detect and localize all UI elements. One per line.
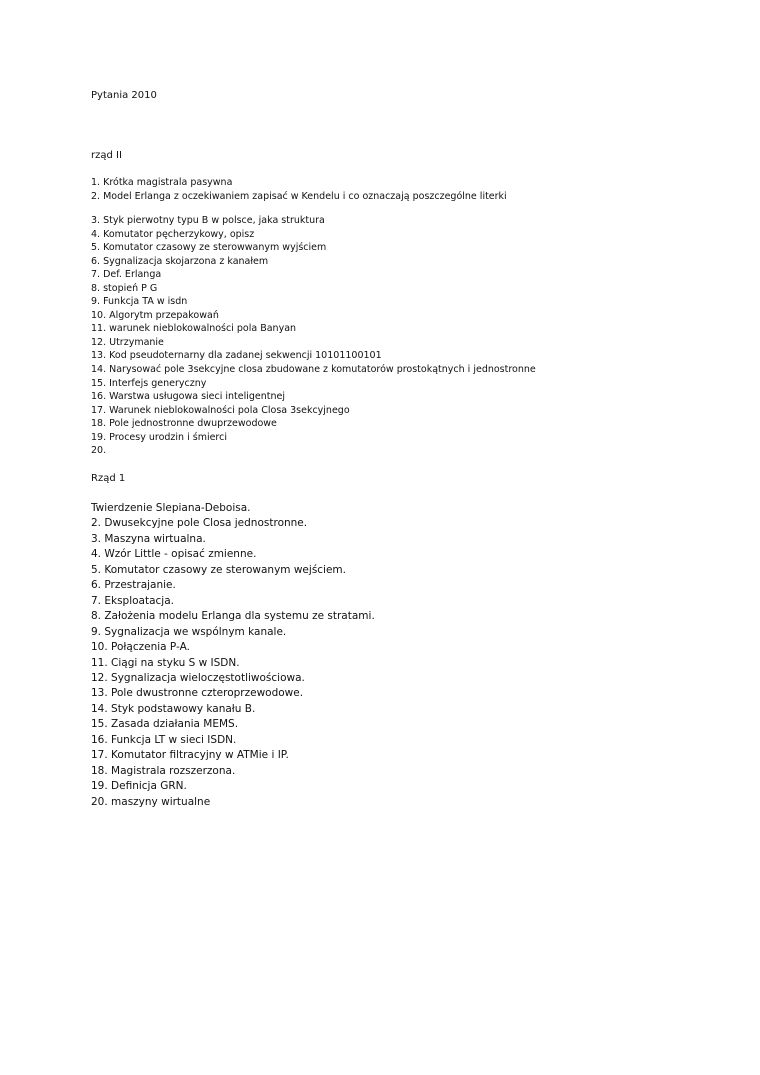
question-item: 15. Zasada działania MEMS. [91, 718, 239, 731]
question-item: 19. Procesy urodzin i śmierci [91, 431, 227, 443]
question-item: 16. Warstwa usługowa sieci inteligentnej [91, 391, 286, 403]
question-item: 9. Funkcja TA w isdn [91, 296, 188, 308]
question-item: 1. Krótka magistrala pasywna [91, 177, 233, 188]
question-item: 12. Utrzymanie [91, 336, 164, 348]
question-item: 9. Sygnalizacja we wspólnym kanale. [91, 625, 287, 638]
question-item: 13. Pole dwustronne czteroprzewodowe. [91, 687, 304, 700]
question-item: 19. Definicja GRN. [91, 780, 187, 793]
question-item: 7. Def. Erlanga [91, 269, 162, 281]
question-item: Twierdzenie Slepiana-Deboisa. [91, 502, 251, 514]
question-item: 10. Połączenia P-A. [91, 641, 190, 654]
question-item: 12. Sygnalizacja wieloczęstotliwościowa. [91, 671, 305, 684]
question-item: 17. Warunek nieblokowalności pola Closa 3sekcyjnego [91, 404, 350, 416]
question-item: 15. Interfejs generyczny [91, 377, 207, 389]
question-item: 6. Przestrajanie. [91, 579, 176, 592]
question-item: 3. Maszyna wirtualna. [91, 532, 206, 545]
question-item: 5. Komutator czasowy ze sterowwanym wyjściem [91, 242, 327, 254]
question-item: 13. Kod pseudoternarny dla zadanej sekwencji 10101100101 [91, 350, 382, 362]
question-item: 14. Narysować pole 3sekcyjne closa zbudowane z komutatorów prostokątnych i jednostronne [91, 364, 536, 376]
question-item: 7. Eksploatacja. [91, 594, 174, 607]
section-heading-rzad-ii: rząd II [91, 150, 122, 161]
question-item: 6. Sygnalizacja skojarzona z kanałem [91, 255, 269, 267]
question-list-rzad-ii-part-b [91, 214, 536, 458]
question-item: 10. Algorytm przepakowań [91, 309, 219, 321]
question-item: 2. Dwusekcyjne pole Closa jednostronne. [91, 517, 308, 530]
question-item: 4. Wzór Little - opisać zmienne. [91, 548, 257, 561]
question-item: 20. maszyny wirtualne [91, 795, 211, 808]
question-item: 16. Funkcja LT w sieci ISDN. [91, 733, 237, 746]
question-item: 18. Pole jednostronne dwuprzewodowe [91, 418, 277, 430]
section-heading-rzad-1: Rząd 1 [91, 473, 126, 484]
question-item: 11. Ciągi na styku S w ISDN. [91, 656, 240, 669]
question-item: 18. Magistrala rozszerzona. [91, 764, 236, 777]
document-title: Pytania 2010 [91, 90, 157, 101]
question-item: 8. Założenia modelu Erlanga dla systemu ze stratami. [91, 610, 375, 623]
question-item: 17. Komutator filtracyjny w ATMie i IP. [91, 749, 289, 762]
question-item: 5. Komutator czasowy ze sterowanym wejściem. [91, 563, 346, 576]
question-list-rzad-1 [91, 501, 375, 810]
question-item: 4. Komutator pęcherzykowy, opisz [91, 228, 255, 240]
question-item: 8. stopień P G [91, 282, 158, 294]
question-item: 11. warunek nieblokowalności pola Banyan [91, 323, 297, 335]
question-list-rzad-ii-part-a [91, 176, 507, 204]
question-item: 2. Model Erlanga z oczekiwaniem zapisać w Kendelu i co oznaczają poszczególne literki [91, 191, 507, 202]
question-item: 3. Styk pierwotny typu B w polsce, jaka struktura [91, 215, 325, 226]
question-item: 20. [91, 445, 107, 457]
question-item: 14. Styk podstawowy kanału B. [91, 702, 256, 715]
